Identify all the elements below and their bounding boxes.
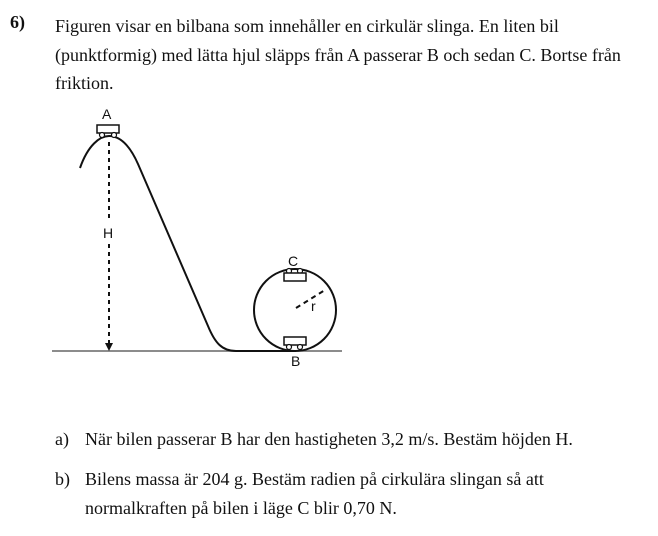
label-r: r: [311, 298, 316, 314]
car-at-c: [284, 269, 306, 282]
label-c: C: [288, 253, 299, 269]
problem-statement: Figuren visar en bilbana som innehåller en cirkulär slinga. En liten bil (punktformig) med lätta hjul släpps från A passerar B och sedan C. Bortse från friktion.: [55, 16, 621, 93]
label-b: B: [291, 353, 301, 369]
label-a: A: [102, 106, 112, 122]
height-arrowhead: [105, 343, 113, 351]
label-h: H: [103, 225, 114, 241]
question-b-label: b): [55, 469, 70, 489]
track-hill: [80, 136, 299, 351]
car-at-b: [284, 337, 306, 350]
problem-number: 6): [10, 12, 25, 32]
question-a-label: a): [55, 429, 69, 449]
question-b-text: Bilens massa är 204 g. Bestäm radien på cirkulära slingan så att normalkraften på bilen i läge C blir 0,70 N.: [85, 469, 544, 518]
question-a-text: När bilen passerar B har den hastigheten 3,2 m/s. Bestäm höjden H.: [85, 429, 573, 449]
